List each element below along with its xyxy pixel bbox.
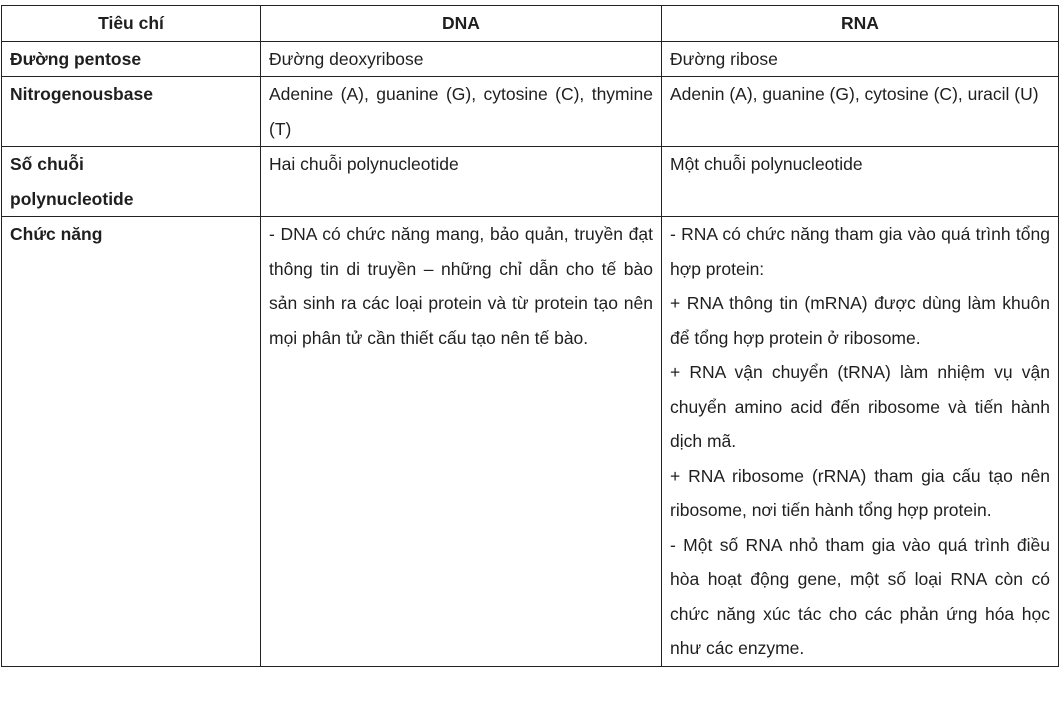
- header-row: [2, 6, 1059, 42]
- rna-cell: [662, 217, 1059, 667]
- rna-text: Đường ribose: [670, 48, 778, 69]
- dna-text: Đường deoxyribose: [269, 48, 424, 69]
- row-criterion: Chức năng: [2, 217, 261, 667]
- row-criterion: Nitrogenousbase: [2, 77, 261, 147]
- rna-cell: [662, 77, 1059, 147]
- table-row: [2, 77, 1059, 147]
- table-row: [2, 217, 1059, 667]
- header-rna: RNA: [662, 6, 1059, 42]
- rna-text: Adenin (A), guanine (G), cytosine (C), uracil (U): [670, 84, 1039, 104]
- dna-cell: [261, 77, 662, 147]
- dna-cell: [261, 217, 662, 667]
- dna-cell: [261, 147, 662, 217]
- dna-text: Adenine (A), guanine (G), cytosine (C), thymine (T): [269, 84, 653, 139]
- table-row: [2, 147, 1059, 217]
- dna-text: Hai chuỗi polynucleotide: [269, 154, 459, 174]
- dna-cell: [261, 41, 662, 77]
- rna-cell: [662, 147, 1059, 217]
- rna-paragraph: + RNA thông tin (mRNA) được dùng làm khuôn để tổng hợp protein ở ribosome.: [670, 293, 1050, 348]
- row-criterion: Số chuỗi polynucleotide: [2, 147, 261, 217]
- table-row: [2, 41, 1059, 77]
- dna-text: - DNA có chức năng mang, bảo quản, truyền đạt thông tin di truyền – những chỉ dẫn cho tế bào sản sinh ra các loại protein và từ protein tạo nên mọi phân tử cần thiết cấu tạo nên tế bào.: [269, 224, 653, 348]
- rna-paragraph: - RNA có chức năng tham gia vào quá trình tổng hợp protein:: [670, 224, 1050, 279]
- rna-cell: [662, 41, 1059, 77]
- rna-text: Một chuỗi polynucleotide: [670, 154, 863, 174]
- row-criterion: Đường pentose: [2, 41, 261, 77]
- rna-paragraph: + RNA vận chuyển (tRNA) làm nhiệm vụ vận chuyển amino acid đến ribosome và tiến hành dịch mã.: [670, 362, 1050, 451]
- rna-paragraph: - Một số RNA nhỏ tham gia vào quá trình điều hòa hoạt động gene, một số loại RNA còn có chức năng xúc tác cho các phản ứng hóa học như các enzyme.: [670, 534, 1050, 658]
- header-dna: DNA: [261, 6, 662, 42]
- rna-paragraph: + RNA ribosome (rRNA) tham gia cấu tạo nên ribosome, nơi tiến hành tổng hợp protein.: [670, 465, 1050, 520]
- comparison-table: [1, 5, 1059, 667]
- header-criterion: Tiêu chí: [2, 6, 261, 42]
